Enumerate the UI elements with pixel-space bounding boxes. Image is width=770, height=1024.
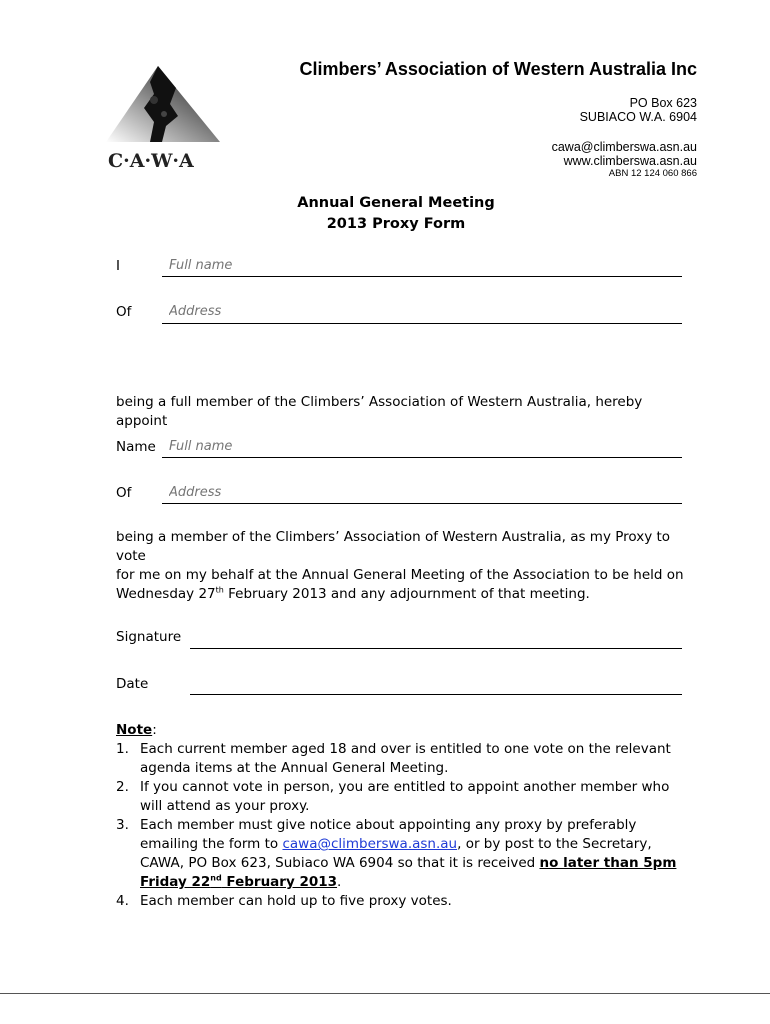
website: www.climberswa.asn.au — [563, 154, 697, 168]
i-label: I — [116, 258, 120, 274]
address-input[interactable] — [169, 304, 569, 319]
po-box: PO Box 623 — [629, 96, 697, 110]
logo-wordmark: C·A·W·A — [108, 150, 194, 172]
note-item: 4. Each member can hold up to five proxy votes. — [116, 893, 452, 909]
full-name-line — [162, 275, 682, 277]
page-bottom-rule — [0, 993, 770, 994]
email-link[interactable]: cawa@climberswa.asn.au — [282, 836, 458, 852]
full-name-input[interactable] — [169, 258, 569, 273]
abn-number: ABN 12 124 060 866 — [608, 168, 697, 179]
date-field[interactable] — [190, 693, 682, 695]
proxy-address-input[interactable] — [169, 485, 569, 500]
of2-label: Of — [116, 485, 132, 501]
note-item: 2. If you cannot vote in person, you are entitled to appoint another member who will attend as your proxy. — [116, 779, 670, 814]
proxy-statement: being a member of the Climbers’ Association of Western Australia, as my Proxy to vote for me on my behalf at the Annual General Meeting of the Association to be held on Wednesday 27th February 2013 and any adjournment of that meeting. — [116, 529, 684, 602]
of-label: Of — [116, 304, 132, 320]
contact-email: cawa@climberswa.asn.au — [551, 140, 697, 154]
notes-list — [116, 740, 691, 911]
note-item: 1. Each current member aged 18 and over is entitled to one vote on the relevant agenda items at the Annual General Meeting. — [116, 741, 671, 776]
form-title-line1: Annual General Meeting — [297, 195, 495, 211]
suburb-postcode: SUBIACO W.A. 6904 — [579, 110, 697, 124]
proxy-name-input[interactable] — [169, 439, 569, 454]
member-statement: being a full member of the Climbers’ Association of Western Australia, hereby appoint — [116, 394, 643, 429]
signature-field[interactable] — [190, 647, 682, 649]
form-title-line2: 2013 Proxy Form — [326, 216, 466, 232]
organization-name: Climbers’ Association of Western Australia Inc — [299, 59, 697, 79]
signature-label: Signature — [116, 629, 182, 645]
address-line — [162, 322, 682, 324]
notes-heading: Note: — [116, 722, 157, 738]
note-item: 3. Each member must give notice about appointing any proxy by preferably emailing the form to cawa@climberswa.asn.au, or by post to the Secretary, CAWA, PO Box 623, Subiaco WA 6904 so that it is received no later than 5pm Friday 22nd February 2013. — [116, 817, 677, 890]
name-label: Name — [116, 439, 156, 455]
proxy-address-line — [162, 502, 682, 504]
proxy-name-line — [162, 456, 682, 458]
date-label: Date — [116, 676, 149, 692]
